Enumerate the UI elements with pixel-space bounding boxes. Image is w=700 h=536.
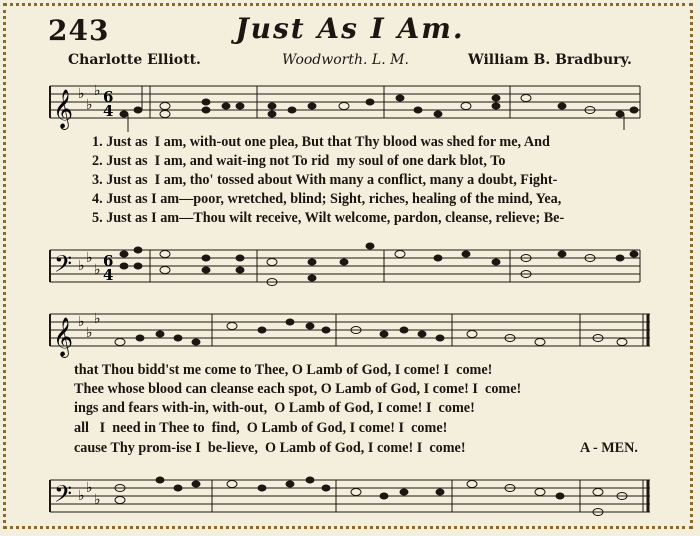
svg-text:♭: ♭ <box>78 488 85 504</box>
verse-5-line-1: 5. Just as I am—Thou wilt receive, Wilt welcome, pardon, cleanse, relieve; Be- <box>92 210 565 226</box>
svg-text:♭: ♭ <box>94 492 101 508</box>
verse-2-line-1: 2. Just as I am, and wait-ing not To rid my soul of one dark blot, To <box>92 153 506 169</box>
treble-staff-1 <box>0 76 700 132</box>
bass-clef-icon: 𝄢 <box>54 480 73 513</box>
lyricist: Charlotte Elliott. <box>68 52 201 68</box>
hymn-number: 243 <box>48 14 110 47</box>
svg-text:6: 6 <box>103 88 114 106</box>
verse-1-line-2: that Thou bidd'st me come to Thee, O Lamb of God, I come! I come! <box>74 362 493 378</box>
svg-text:♭: ♭ <box>94 262 101 278</box>
amen-label: A - MEN. <box>580 440 638 456</box>
hymn-title: Just As I Am. <box>235 12 465 45</box>
svg-text:♭: ♭ <box>86 480 93 496</box>
verse-4-line-1: 4. Just as I am—poor, wretched, blind; Sight, riches, healing of the mind, Yea, <box>92 191 562 207</box>
treble-clef-icon: 𝄞 <box>53 317 74 357</box>
svg-text:♭: ♭ <box>86 97 93 113</box>
verse-4-line-2: all I need in Thee to find, O Lamb of God, I come! I come! <box>74 420 448 436</box>
svg-text:♭: ♭ <box>86 325 93 341</box>
verse-1-line-1: 1. Just as I am, with-out one plea, But that Thy blood was shed for me, And <box>92 134 550 150</box>
verse-3-line-1: 3. Just as I am, tho' tossed about With many a conflict, many a doubt, Fight- <box>92 172 558 188</box>
verse-3-line-2: ings and fears with-in, with-out, O Lamb of God, I come! I come! <box>74 400 475 416</box>
composer: William B. Bradbury. <box>468 52 632 68</box>
svg-text:♭: ♭ <box>94 83 101 99</box>
svg-text:4: 4 <box>103 102 114 120</box>
svg-text:♭: ♭ <box>78 86 85 102</box>
treble-staff-2 <box>0 304 700 360</box>
bass-staff-2 <box>0 462 700 526</box>
svg-text:♭: ♭ <box>94 311 101 327</box>
bass-staff-1 <box>0 232 700 296</box>
svg-text:4: 4 <box>103 266 114 284</box>
tune-name: Woodworth. L. M. <box>282 52 409 68</box>
verse-2-line-2: Thee whose blood can cleanse each spot, O Lamb of God, I come! I come! <box>74 381 522 397</box>
svg-text:♭: ♭ <box>86 250 93 266</box>
svg-text:♭: ♭ <box>78 258 85 274</box>
svg-text:6: 6 <box>103 252 114 270</box>
bass-clef-icon: 𝄢 <box>54 250 73 283</box>
verse-5-line-2: cause Thy prom-ise I be-lieve, O Lamb of God, I come! I come! <box>74 440 466 456</box>
svg-text:♭: ♭ <box>78 314 85 330</box>
treble-clef-icon: 𝄞 <box>53 89 74 129</box>
